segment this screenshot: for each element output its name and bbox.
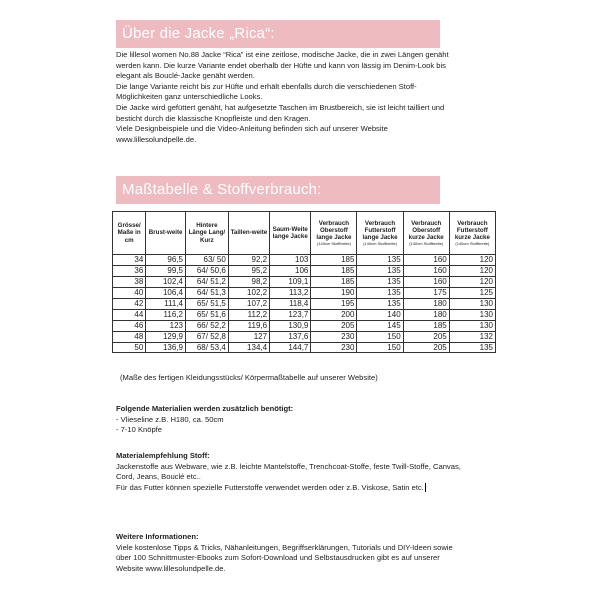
about-line: Die Jacke wird gefüttert genäht, hat aufgesetzte Taschen im Brustbereich, sie ist leicht tailliert und	[116, 102, 445, 112]
size-table-row	[113, 310, 496, 321]
size-table-cell: 66/ 52,2	[185, 321, 228, 332]
size-table-cell: 135	[357, 266, 403, 277]
size-table-cell: 205	[311, 321, 357, 332]
size-table-header: Verbrauch Futterstoff lange Jacke (140cm Stoffbreite)	[357, 212, 403, 255]
about-line: elegant als Bouclé-Jacke genäht werden.	[116, 71, 255, 81]
size-table-cell: 123,7	[270, 310, 311, 321]
size-table-row	[113, 299, 496, 310]
fabric-block	[116, 451, 461, 493]
materials-item: - 7-10 Knöpfe	[116, 425, 163, 435]
size-table-row	[113, 332, 496, 343]
size-table-cell: 200	[311, 310, 357, 321]
size-table-cell: 106,4	[146, 288, 186, 299]
size-table-cell: 119,6	[228, 321, 269, 332]
about-line: Viele Designbeispiele und die Video-Anleitung befinden sich auf unserer Website	[116, 124, 388, 134]
size-table-cell: 205	[403, 343, 449, 353]
size-table-cell: 135	[449, 343, 495, 353]
size-table-row	[113, 255, 496, 266]
size-table-cell: 65/ 51,6	[185, 310, 228, 321]
size-table-cell: 96,5	[146, 255, 186, 266]
about-line: www.lillesolundpelle.de.	[116, 134, 197, 144]
about-line: Möglichkeiten ganz unterschiedliche Looks.	[116, 92, 263, 102]
section-banner-size-table	[116, 176, 440, 204]
size-table-cell: 63/ 50	[185, 255, 228, 266]
size-table-row	[113, 277, 496, 288]
size-table-cell: 195	[311, 299, 357, 310]
size-table-cell: 99,5	[146, 266, 186, 277]
size-table-header: Verbrauch Oberstoff kurze Jacke (140cm Stoffbreite)	[403, 212, 449, 255]
size-table-cell: 185	[311, 266, 357, 277]
size-table-cell: 140	[357, 310, 403, 321]
text-cursor	[425, 483, 426, 492]
size-table-cell: 107,2	[228, 299, 269, 310]
size-table-cell: 42	[113, 299, 146, 310]
size-table-cell: 65/ 51,5	[185, 299, 228, 310]
size-table-cell: 135	[357, 299, 403, 310]
about-line: besticht durch die klassische Knopfleiste und den Kragen.	[116, 113, 311, 123]
size-table-cell: 135	[357, 288, 403, 299]
size-table-cell: 106	[270, 266, 311, 277]
size-table-header: Verbrauch Oberstoff lange Jacke (140cm Stoffbreite)	[311, 212, 357, 255]
size-table-header: Brust-weite	[146, 212, 186, 255]
size-table-cell: 135	[357, 255, 403, 266]
info-line: über 100 Schnittmuster-Ebooks zum Sofort-Download und Selbstausdrucken gibt es auf unserer	[116, 553, 440, 563]
size-table-cell: 102,4	[146, 277, 186, 288]
size-table-cell: 190	[311, 288, 357, 299]
size-table-cell: 112,2	[228, 310, 269, 321]
size-table-cell: 118,4	[270, 299, 311, 310]
size-table-cell: 50	[113, 343, 146, 353]
size-table-row	[113, 321, 496, 332]
size-table-cell: 68/ 53,4	[185, 343, 228, 353]
about-line: Die lange Variante reicht bis zur Hüfte und erhält ebenfalls durch die verschiedenen Stoff-	[116, 81, 417, 91]
size-table-cell: 230	[311, 343, 357, 353]
size-table-cell: 130	[449, 321, 495, 332]
size-table-cell: 137,6	[270, 332, 311, 343]
size-table-row	[113, 266, 496, 277]
section-banner-about	[116, 20, 440, 48]
size-table-header-row	[113, 212, 496, 255]
size-table-cell: 185	[403, 321, 449, 332]
size-table-cell: 34	[113, 255, 146, 266]
materials-block	[116, 404, 293, 436]
size-table-cell: 102,2	[228, 288, 269, 299]
size-table-cell: 205	[403, 332, 449, 343]
size-table-header: Saum-Weite lange Jacke	[270, 212, 311, 255]
size-table-cell: 160	[403, 277, 449, 288]
size-table-cell: 116,2	[146, 310, 186, 321]
size-table-row	[113, 343, 496, 353]
size-table-cell: 130	[449, 310, 495, 321]
size-table-cell: 123	[146, 321, 186, 332]
size-table-cell: 150	[357, 343, 403, 353]
size-table	[112, 211, 496, 353]
size-table-cell: 135	[357, 277, 403, 288]
size-table-cell: 103	[270, 255, 311, 266]
size-table-cell: 185	[311, 255, 357, 266]
info-heading: Weitere Informationen:	[116, 532, 199, 541]
size-table-cell: 92,2	[228, 255, 269, 266]
section-title-size-table: Maßtabelle & Stoffverbrauch:	[122, 181, 322, 198]
fabric-heading: Materialempfehlung Stoff:	[116, 451, 210, 460]
info-line: Viele kostenlose Tipps & Tricks, Nähanleitungen, Begriffserklärungen, Tutorials und DIY-Ideen sowie	[116, 542, 453, 552]
size-table-cell: 230	[311, 332, 357, 343]
fabric-line: Jackenstoffe aus Webware, wie z.B. leichte Mantelstoffe, Trenchcoat-Stoffe, feste Twill-Stoffe, Canvas,	[116, 461, 461, 471]
size-table-cell: 38	[113, 277, 146, 288]
size-table-cell: 175	[403, 288, 449, 299]
size-table-cell: 144,7	[270, 343, 311, 353]
about-paragraph	[116, 50, 496, 145]
size-table-cell: 64/ 50,6	[185, 266, 228, 277]
size-table-cell: 180	[403, 299, 449, 310]
size-table-cell: 111,4	[146, 299, 186, 310]
size-table-cell: 130	[449, 299, 495, 310]
size-table-header: Verbrauch Futterstoff kurze Jacke (140cm Stoffbreite)	[449, 212, 495, 255]
fabric-line: Cord, Jeans, Bouclé etc..	[116, 472, 201, 482]
size-table-cell: 44	[113, 310, 146, 321]
info-block	[116, 532, 453, 574]
materials-heading: Folgende Materialien werden zusätzlich benötigt:	[116, 404, 294, 413]
size-table-row	[113, 288, 496, 299]
fabric-line[interactable]: Für das Futter können spezielle Futterstoffe verwendet werden oder z.B. Viskose, Satin etc.	[116, 482, 424, 492]
about-line: Die lillesol women No.88 Jacke “Rica” ist eine zeitlose, modische Jacke, die in zwei Längen genäht	[116, 50, 449, 59]
size-table-cell: 125	[449, 288, 495, 299]
section-title-about: Über die Jacke „Rica“:	[122, 25, 275, 42]
size-table-cell: 180	[403, 310, 449, 321]
size-table-cell: 67/ 52,8	[185, 332, 228, 343]
size-table-cell: 46	[113, 321, 146, 332]
size-table-cell: 160	[403, 255, 449, 266]
about-line: werden kann. Die kurze Variante endet oberhalb der Hüfte und kann von lässig im Denim-Look bis	[116, 60, 446, 70]
size-table-cell: 132	[449, 332, 495, 343]
size-table-cell: 134,4	[228, 343, 269, 353]
size-table-cell: 95,2	[228, 266, 269, 277]
materials-item: - Vlieseline z.B. H180, ca. 50cm	[116, 414, 224, 424]
size-table-header: Grösse/ Maße in cm	[113, 212, 146, 255]
size-table-cell: 109,1	[270, 277, 311, 288]
size-table-cell: 120	[449, 277, 495, 288]
size-table-cell: 113,2	[270, 288, 311, 299]
size-table-cell: 185	[311, 277, 357, 288]
size-table-cell: 120	[449, 255, 495, 266]
size-table-cell: 120	[449, 266, 495, 277]
size-table-cell: 145	[357, 321, 403, 332]
size-table-cell: 160	[403, 266, 449, 277]
size-table-note: (Maße des fertigen Kleidungsstücks/ Körpermaßtabelle auf unserer Website)	[120, 373, 378, 382]
size-table-cell: 64/ 51,3	[185, 288, 228, 299]
size-table-cell: 48	[113, 332, 146, 343]
info-line: Website www.lillesolundpelle.de.	[116, 563, 226, 573]
size-table-cell: 36	[113, 266, 146, 277]
size-table-cell: 136,9	[146, 343, 186, 353]
size-table-cell: 98,2	[228, 277, 269, 288]
size-table-cell: 130,9	[270, 321, 311, 332]
size-table-cell: 150	[357, 332, 403, 343]
size-table-cell: 64/ 51,2	[185, 277, 228, 288]
size-table-cell: 40	[113, 288, 146, 299]
size-table-header: Hintere Länge Lang/ Kurz	[185, 212, 228, 255]
size-table-cell: 129,9	[146, 332, 186, 343]
size-table-cell: 127	[228, 332, 269, 343]
size-table-header: Taillen-weite	[228, 212, 269, 255]
